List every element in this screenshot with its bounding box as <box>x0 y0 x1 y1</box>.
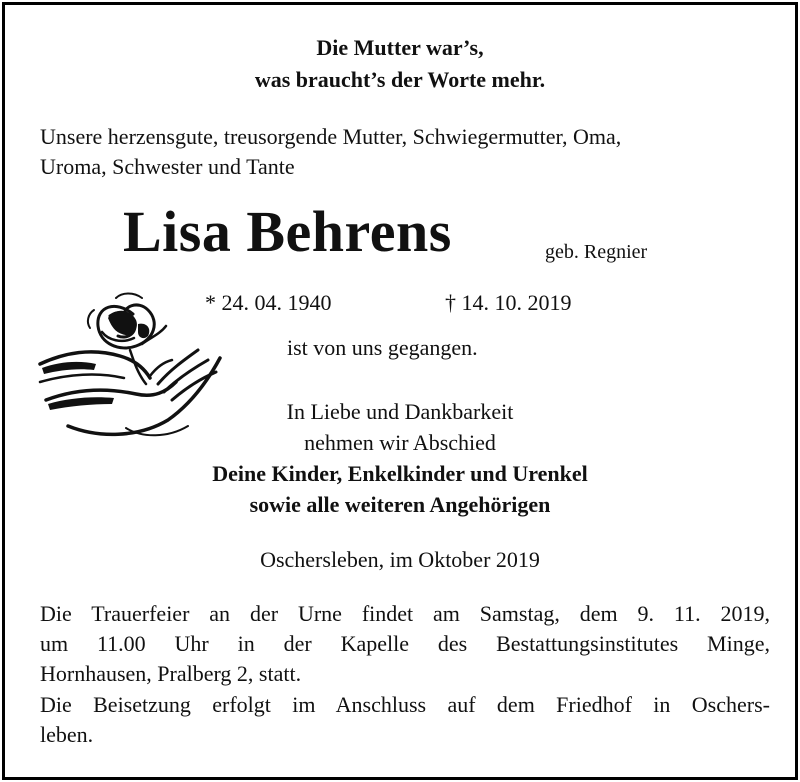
place-date: Oschersleben, im Oktober 2019 <box>260 547 540 572</box>
motto-line-1: Die Mutter war’s, <box>316 35 484 60</box>
death-date: † 14. 10. 2019 <box>445 290 572 315</box>
maiden-name: geb. Regnier <box>545 241 648 263</box>
deceased-name: Lisa Behrens <box>123 199 452 264</box>
passed-text: ist von uns gegangen. <box>287 335 478 360</box>
service-line-3: Hornhausen, Pralberg 2, statt. <box>40 661 302 686</box>
service-line-1: Die Trauerfeier an der Urne findet am Samstag, dem 9. 11. 2019, <box>40 601 770 626</box>
obituary-notice <box>2 2 798 780</box>
motto-line-2: was braucht’s der Worte mehr. <box>254 67 546 92</box>
farewell-line-1: In Liebe und Dankbarkeit <box>286 399 514 424</box>
intro-line-1: Unsere herzensgute, treusorgende Mutter, Schwiegermutter, Oma, <box>40 124 622 149</box>
family-line-2: sowie alle weiteren Angehörigen <box>249 492 551 517</box>
service-line-4: Die Beisetzung erfolgt im Anschluss auf dem Friedhof in Oschers- <box>40 692 770 717</box>
service-line-5: leben. <box>40 722 94 747</box>
farewell-line-2: nehmen wir Abschied <box>304 430 496 455</box>
service-line-2: um 11.00 Uhr in der Kapelle des Bestattungsinstitutes Minge, <box>40 631 770 656</box>
family-line-1: Deine Kinder, Enkelkinder und Urenkel <box>212 461 588 486</box>
birth-date: * 24. 04. 1940 <box>205 290 332 315</box>
intro-line-2: Uroma, Schwester und Tante <box>40 154 295 179</box>
